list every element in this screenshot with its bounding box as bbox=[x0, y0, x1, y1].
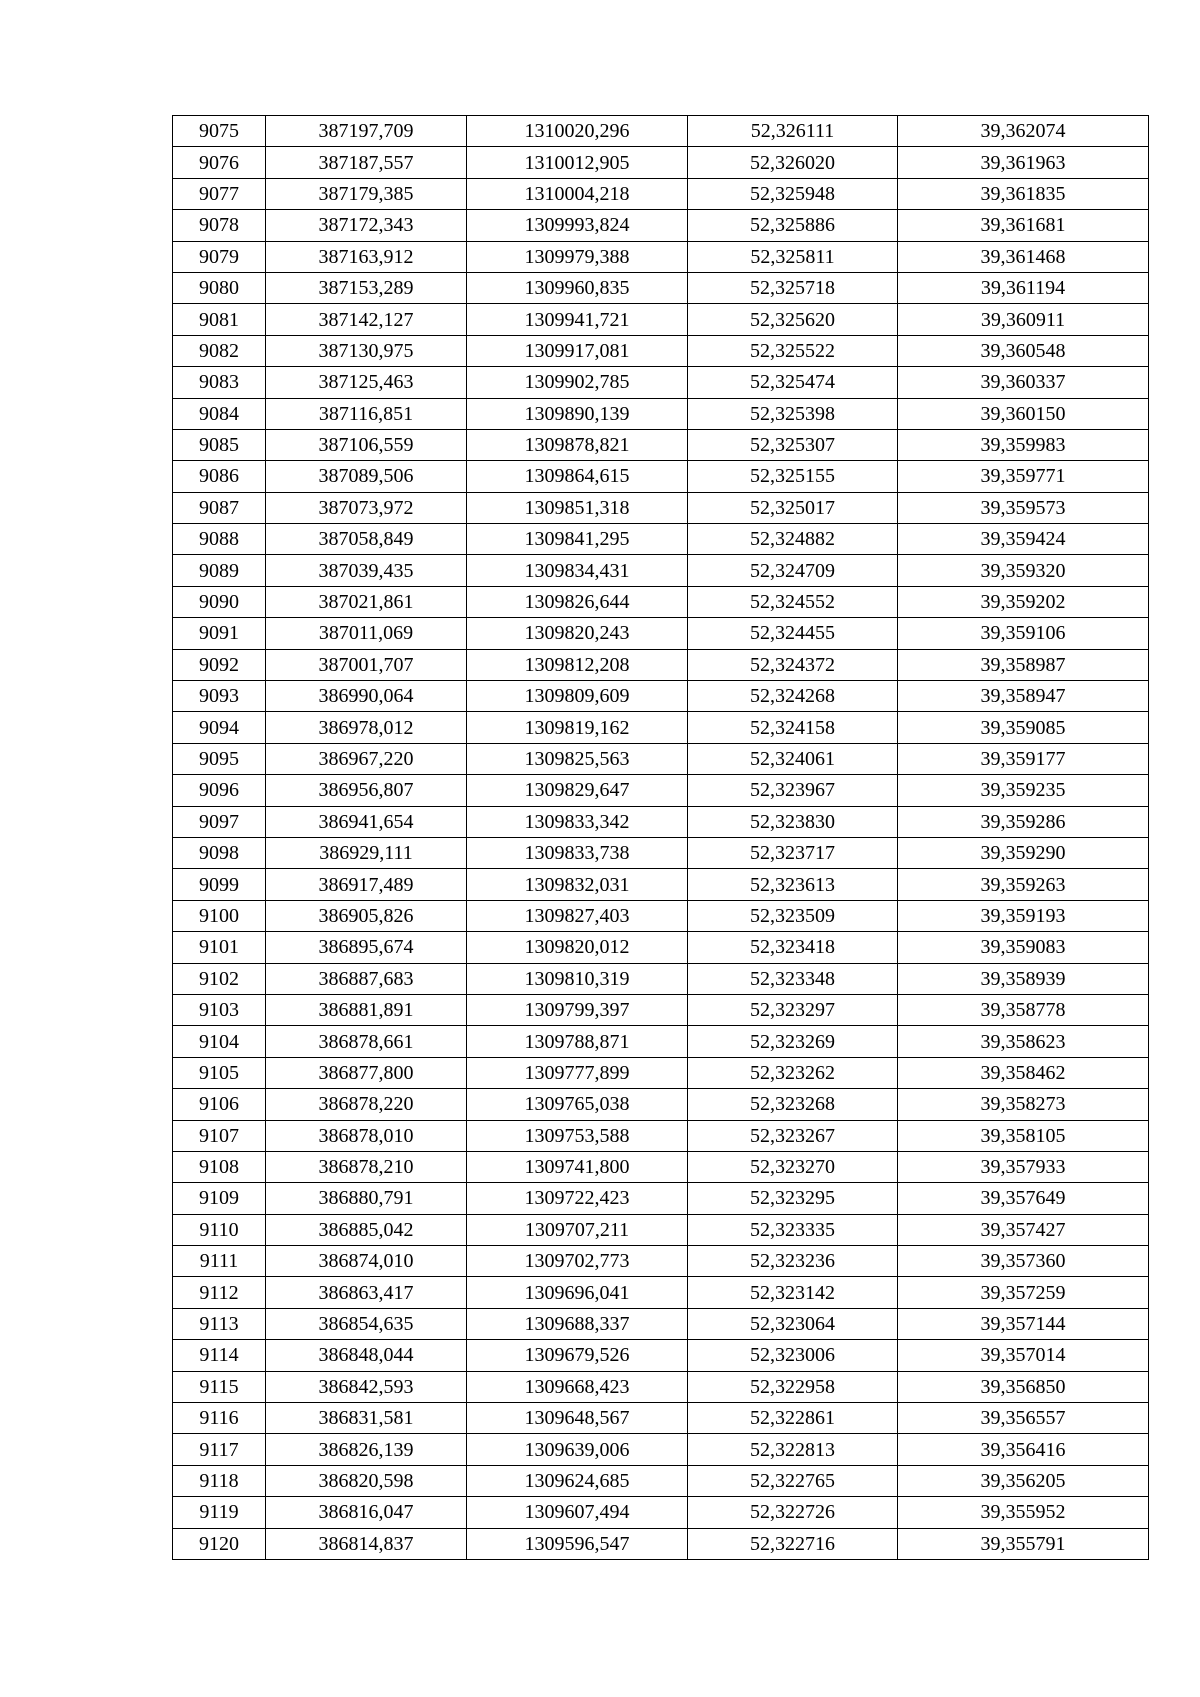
x-coordinate-cell: 386878,010 bbox=[266, 1120, 467, 1151]
longitude-cell: 39,359177 bbox=[898, 743, 1149, 774]
latitude-cell: 52,325017 bbox=[688, 492, 898, 523]
table-row bbox=[173, 932, 1149, 963]
x-coordinate-cell: 386956,807 bbox=[266, 775, 467, 806]
y-coordinate-cell: 1309777,899 bbox=[467, 1057, 688, 1088]
x-coordinate-cell: 387001,707 bbox=[266, 649, 467, 680]
latitude-cell: 52,324268 bbox=[688, 681, 898, 712]
table-row bbox=[173, 178, 1149, 209]
y-coordinate-cell: 1309820,243 bbox=[467, 618, 688, 649]
longitude-cell: 39,359290 bbox=[898, 837, 1149, 868]
x-coordinate-cell: 386878,220 bbox=[266, 1089, 467, 1120]
longitude-cell: 39,359083 bbox=[898, 932, 1149, 963]
y-coordinate-cell: 1309820,012 bbox=[467, 932, 688, 963]
x-coordinate-cell: 386820,598 bbox=[266, 1465, 467, 1496]
latitude-cell: 52,323295 bbox=[688, 1183, 898, 1214]
y-coordinate-cell: 1309722,423 bbox=[467, 1183, 688, 1214]
longitude-cell: 39,357933 bbox=[898, 1151, 1149, 1182]
longitude-cell: 39,359085 bbox=[898, 712, 1149, 743]
y-coordinate-cell: 1309707,211 bbox=[467, 1214, 688, 1245]
point-number-cell: 9083 bbox=[173, 367, 266, 398]
point-number-cell: 9108 bbox=[173, 1151, 266, 1182]
latitude-cell: 52,323297 bbox=[688, 994, 898, 1025]
table-row bbox=[173, 618, 1149, 649]
longitude-cell: 39,359286 bbox=[898, 806, 1149, 837]
y-coordinate-cell: 1309841,295 bbox=[467, 524, 688, 555]
y-coordinate-cell: 1309864,615 bbox=[467, 461, 688, 492]
point-number-cell: 9117 bbox=[173, 1434, 266, 1465]
x-coordinate-cell: 387197,709 bbox=[266, 116, 467, 147]
latitude-cell: 52,322716 bbox=[688, 1528, 898, 1559]
table-row bbox=[173, 1465, 1149, 1496]
latitude-cell: 52,325811 bbox=[688, 241, 898, 272]
table-row bbox=[173, 304, 1149, 335]
y-coordinate-cell: 1309834,431 bbox=[467, 555, 688, 586]
point-number-cell: 9082 bbox=[173, 335, 266, 366]
x-coordinate-cell: 387130,975 bbox=[266, 335, 467, 366]
latitude-cell: 52,324061 bbox=[688, 743, 898, 774]
point-number-cell: 9077 bbox=[173, 178, 266, 209]
y-coordinate-cell: 1309679,526 bbox=[467, 1340, 688, 1371]
point-number-cell: 9088 bbox=[173, 524, 266, 555]
x-coordinate-cell: 386885,042 bbox=[266, 1214, 467, 1245]
longitude-cell: 39,356850 bbox=[898, 1371, 1149, 1402]
longitude-cell: 39,361468 bbox=[898, 241, 1149, 272]
table-row bbox=[173, 1434, 1149, 1465]
latitude-cell: 52,323064 bbox=[688, 1308, 898, 1339]
point-number-cell: 9116 bbox=[173, 1403, 266, 1434]
longitude-cell: 39,358105 bbox=[898, 1120, 1149, 1151]
x-coordinate-cell: 387011,069 bbox=[266, 618, 467, 649]
y-coordinate-cell: 1309979,388 bbox=[467, 241, 688, 272]
y-coordinate-cell: 1309917,081 bbox=[467, 335, 688, 366]
x-coordinate-cell: 386967,220 bbox=[266, 743, 467, 774]
x-coordinate-cell: 387153,289 bbox=[266, 272, 467, 303]
latitude-cell: 52,325474 bbox=[688, 367, 898, 398]
x-coordinate-cell: 386826,139 bbox=[266, 1434, 467, 1465]
x-coordinate-cell: 386905,826 bbox=[266, 900, 467, 931]
x-coordinate-cell: 387172,343 bbox=[266, 210, 467, 241]
longitude-cell: 39,360548 bbox=[898, 335, 1149, 366]
point-number-cell: 9109 bbox=[173, 1183, 266, 1214]
longitude-cell: 39,357360 bbox=[898, 1246, 1149, 1277]
longitude-cell: 39,357144 bbox=[898, 1308, 1149, 1339]
y-coordinate-cell: 1309890,139 bbox=[467, 398, 688, 429]
x-coordinate-cell: 387073,972 bbox=[266, 492, 467, 523]
longitude-cell: 39,358947 bbox=[898, 681, 1149, 712]
longitude-cell: 39,359202 bbox=[898, 586, 1149, 617]
longitude-cell: 39,358778 bbox=[898, 994, 1149, 1025]
x-coordinate-cell: 386842,593 bbox=[266, 1371, 467, 1402]
point-number-cell: 9087 bbox=[173, 492, 266, 523]
y-coordinate-cell: 1309788,871 bbox=[467, 1026, 688, 1057]
x-coordinate-cell: 386895,674 bbox=[266, 932, 467, 963]
point-number-cell: 9102 bbox=[173, 963, 266, 994]
x-coordinate-cell: 387179,385 bbox=[266, 178, 467, 209]
y-coordinate-cell: 1309878,821 bbox=[467, 429, 688, 460]
latitude-cell: 52,323348 bbox=[688, 963, 898, 994]
table-row bbox=[173, 963, 1149, 994]
longitude-cell: 39,359263 bbox=[898, 869, 1149, 900]
latitude-cell: 52,326020 bbox=[688, 147, 898, 178]
table-row bbox=[173, 1151, 1149, 1182]
point-number-cell: 9111 bbox=[173, 1246, 266, 1277]
y-coordinate-cell: 1309668,423 bbox=[467, 1371, 688, 1402]
point-number-cell: 9103 bbox=[173, 994, 266, 1025]
y-coordinate-cell: 1309688,337 bbox=[467, 1308, 688, 1339]
table-row bbox=[173, 743, 1149, 774]
latitude-cell: 52,325522 bbox=[688, 335, 898, 366]
x-coordinate-cell: 386941,654 bbox=[266, 806, 467, 837]
y-coordinate-cell: 1309624,685 bbox=[467, 1465, 688, 1496]
x-coordinate-cell: 387039,435 bbox=[266, 555, 467, 586]
x-coordinate-cell: 387021,861 bbox=[266, 586, 467, 617]
longitude-cell: 39,359106 bbox=[898, 618, 1149, 649]
table-row bbox=[173, 1183, 1149, 1214]
point-number-cell: 9104 bbox=[173, 1026, 266, 1057]
coordinates-table bbox=[172, 115, 1149, 1560]
latitude-cell: 52,324158 bbox=[688, 712, 898, 743]
table-row bbox=[173, 1308, 1149, 1339]
longitude-cell: 39,357014 bbox=[898, 1340, 1149, 1371]
point-number-cell: 9120 bbox=[173, 1528, 266, 1559]
longitude-cell: 39,361681 bbox=[898, 210, 1149, 241]
latitude-cell: 52,325886 bbox=[688, 210, 898, 241]
table-row bbox=[173, 1120, 1149, 1151]
x-coordinate-cell: 386978,012 bbox=[266, 712, 467, 743]
y-coordinate-cell: 1309607,494 bbox=[467, 1497, 688, 1528]
point-number-cell: 9113 bbox=[173, 1308, 266, 1339]
table-row bbox=[173, 712, 1149, 743]
latitude-cell: 52,323269 bbox=[688, 1026, 898, 1057]
longitude-cell: 39,358462 bbox=[898, 1057, 1149, 1088]
table-row bbox=[173, 1214, 1149, 1245]
x-coordinate-cell: 386848,044 bbox=[266, 1340, 467, 1371]
longitude-cell: 39,358273 bbox=[898, 1089, 1149, 1120]
y-coordinate-cell: 1309753,588 bbox=[467, 1120, 688, 1151]
y-coordinate-cell: 1309819,162 bbox=[467, 712, 688, 743]
table-row bbox=[173, 241, 1149, 272]
table-body bbox=[173, 116, 1149, 1560]
latitude-cell: 52,323267 bbox=[688, 1120, 898, 1151]
x-coordinate-cell: 386863,417 bbox=[266, 1277, 467, 1308]
y-coordinate-cell: 1309765,038 bbox=[467, 1089, 688, 1120]
latitude-cell: 52,323967 bbox=[688, 775, 898, 806]
longitude-cell: 39,359983 bbox=[898, 429, 1149, 460]
latitude-cell: 52,325718 bbox=[688, 272, 898, 303]
y-coordinate-cell: 1309851,318 bbox=[467, 492, 688, 523]
x-coordinate-cell: 386887,683 bbox=[266, 963, 467, 994]
latitude-cell: 52,325948 bbox=[688, 178, 898, 209]
y-coordinate-cell: 1309833,342 bbox=[467, 806, 688, 837]
latitude-cell: 52,325620 bbox=[688, 304, 898, 335]
x-coordinate-cell: 387187,557 bbox=[266, 147, 467, 178]
table-row bbox=[173, 1246, 1149, 1277]
point-number-cell: 9092 bbox=[173, 649, 266, 680]
point-number-cell: 9115 bbox=[173, 1371, 266, 1402]
y-coordinate-cell: 1309829,647 bbox=[467, 775, 688, 806]
y-coordinate-cell: 1309648,567 bbox=[467, 1403, 688, 1434]
point-number-cell: 9075 bbox=[173, 116, 266, 147]
table-row bbox=[173, 1403, 1149, 1434]
table-row bbox=[173, 806, 1149, 837]
longitude-cell: 39,361194 bbox=[898, 272, 1149, 303]
longitude-cell: 39,357427 bbox=[898, 1214, 1149, 1245]
longitude-cell: 39,356205 bbox=[898, 1465, 1149, 1496]
table-row bbox=[173, 1277, 1149, 1308]
y-coordinate-cell: 1309809,609 bbox=[467, 681, 688, 712]
table-row bbox=[173, 1340, 1149, 1371]
point-number-cell: 9091 bbox=[173, 618, 266, 649]
latitude-cell: 52,323268 bbox=[688, 1089, 898, 1120]
y-coordinate-cell: 1309826,644 bbox=[467, 586, 688, 617]
longitude-cell: 39,355952 bbox=[898, 1497, 1149, 1528]
y-coordinate-cell: 1309696,041 bbox=[467, 1277, 688, 1308]
longitude-cell: 39,359320 bbox=[898, 555, 1149, 586]
table-row bbox=[173, 210, 1149, 241]
longitude-cell: 39,359193 bbox=[898, 900, 1149, 931]
table-row bbox=[173, 775, 1149, 806]
latitude-cell: 52,322726 bbox=[688, 1497, 898, 1528]
x-coordinate-cell: 386878,210 bbox=[266, 1151, 467, 1182]
table-row bbox=[173, 994, 1149, 1025]
x-coordinate-cell: 386874,010 bbox=[266, 1246, 467, 1277]
table-row bbox=[173, 429, 1149, 460]
x-coordinate-cell: 386831,581 bbox=[266, 1403, 467, 1434]
latitude-cell: 52,323418 bbox=[688, 932, 898, 963]
longitude-cell: 39,358939 bbox=[898, 963, 1149, 994]
table-row bbox=[173, 367, 1149, 398]
table-row bbox=[173, 1528, 1149, 1559]
longitude-cell: 39,356416 bbox=[898, 1434, 1149, 1465]
latitude-cell: 52,323830 bbox=[688, 806, 898, 837]
x-coordinate-cell: 387106,559 bbox=[266, 429, 467, 460]
x-coordinate-cell: 387116,851 bbox=[266, 398, 467, 429]
y-coordinate-cell: 1309639,006 bbox=[467, 1434, 688, 1465]
point-number-cell: 9112 bbox=[173, 1277, 266, 1308]
y-coordinate-cell: 1309799,397 bbox=[467, 994, 688, 1025]
point-number-cell: 9110 bbox=[173, 1214, 266, 1245]
y-coordinate-cell: 1309702,773 bbox=[467, 1246, 688, 1277]
point-number-cell: 9095 bbox=[173, 743, 266, 774]
point-number-cell: 9076 bbox=[173, 147, 266, 178]
x-coordinate-cell: 387058,849 bbox=[266, 524, 467, 555]
latitude-cell: 52,325307 bbox=[688, 429, 898, 460]
y-coordinate-cell: 1309812,208 bbox=[467, 649, 688, 680]
table-row bbox=[173, 869, 1149, 900]
point-number-cell: 9119 bbox=[173, 1497, 266, 1528]
longitude-cell: 39,357649 bbox=[898, 1183, 1149, 1214]
point-number-cell: 9106 bbox=[173, 1089, 266, 1120]
point-number-cell: 9107 bbox=[173, 1120, 266, 1151]
point-number-cell: 9105 bbox=[173, 1057, 266, 1088]
table-row bbox=[173, 461, 1149, 492]
point-number-cell: 9099 bbox=[173, 869, 266, 900]
y-coordinate-cell: 1309993,824 bbox=[467, 210, 688, 241]
x-coordinate-cell: 386917,489 bbox=[266, 869, 467, 900]
y-coordinate-cell: 1309741,800 bbox=[467, 1151, 688, 1182]
longitude-cell: 39,359424 bbox=[898, 524, 1149, 555]
table-row bbox=[173, 492, 1149, 523]
latitude-cell: 52,323006 bbox=[688, 1340, 898, 1371]
point-number-cell: 9101 bbox=[173, 932, 266, 963]
point-number-cell: 9078 bbox=[173, 210, 266, 241]
y-coordinate-cell: 1309902,785 bbox=[467, 367, 688, 398]
point-number-cell: 9085 bbox=[173, 429, 266, 460]
latitude-cell: 52,324455 bbox=[688, 618, 898, 649]
table-row bbox=[173, 1497, 1149, 1528]
longitude-cell: 39,360150 bbox=[898, 398, 1149, 429]
latitude-cell: 52,323335 bbox=[688, 1214, 898, 1245]
table-row bbox=[173, 398, 1149, 429]
y-coordinate-cell: 1309833,738 bbox=[467, 837, 688, 868]
latitude-cell: 52,323717 bbox=[688, 837, 898, 868]
x-coordinate-cell: 386816,047 bbox=[266, 1497, 467, 1528]
x-coordinate-cell: 387125,463 bbox=[266, 367, 467, 398]
longitude-cell: 39,355791 bbox=[898, 1528, 1149, 1559]
x-coordinate-cell: 386929,111 bbox=[266, 837, 467, 868]
latitude-cell: 52,323270 bbox=[688, 1151, 898, 1182]
point-number-cell: 9090 bbox=[173, 586, 266, 617]
table-row bbox=[173, 1371, 1149, 1402]
longitude-cell: 39,359235 bbox=[898, 775, 1149, 806]
latitude-cell: 52,322813 bbox=[688, 1434, 898, 1465]
point-number-cell: 9081 bbox=[173, 304, 266, 335]
latitude-cell: 52,322861 bbox=[688, 1403, 898, 1434]
y-coordinate-cell: 1309596,547 bbox=[467, 1528, 688, 1559]
point-number-cell: 9093 bbox=[173, 681, 266, 712]
point-number-cell: 9114 bbox=[173, 1340, 266, 1371]
point-number-cell: 9086 bbox=[173, 461, 266, 492]
latitude-cell: 52,325155 bbox=[688, 461, 898, 492]
table-row bbox=[173, 335, 1149, 366]
y-coordinate-cell: 1309941,721 bbox=[467, 304, 688, 335]
longitude-cell: 39,357259 bbox=[898, 1277, 1149, 1308]
point-number-cell: 9096 bbox=[173, 775, 266, 806]
x-coordinate-cell: 387089,506 bbox=[266, 461, 467, 492]
latitude-cell: 52,323509 bbox=[688, 900, 898, 931]
table-row bbox=[173, 272, 1149, 303]
table-row bbox=[173, 681, 1149, 712]
y-coordinate-cell: 1309832,031 bbox=[467, 869, 688, 900]
point-number-cell: 9089 bbox=[173, 555, 266, 586]
x-coordinate-cell: 387163,912 bbox=[266, 241, 467, 272]
y-coordinate-cell: 1310004,218 bbox=[467, 178, 688, 209]
y-coordinate-cell: 1309825,563 bbox=[467, 743, 688, 774]
longitude-cell: 39,360911 bbox=[898, 304, 1149, 335]
latitude-cell: 52,323142 bbox=[688, 1277, 898, 1308]
x-coordinate-cell: 387142,127 bbox=[266, 304, 467, 335]
y-coordinate-cell: 1309960,835 bbox=[467, 272, 688, 303]
latitude-cell: 52,323613 bbox=[688, 869, 898, 900]
point-number-cell: 9094 bbox=[173, 712, 266, 743]
table-row bbox=[173, 524, 1149, 555]
x-coordinate-cell: 386881,891 bbox=[266, 994, 467, 1025]
table-row bbox=[173, 1057, 1149, 1088]
table-row bbox=[173, 555, 1149, 586]
point-number-cell: 9118 bbox=[173, 1465, 266, 1496]
latitude-cell: 52,323262 bbox=[688, 1057, 898, 1088]
point-number-cell: 9100 bbox=[173, 900, 266, 931]
longitude-cell: 39,361963 bbox=[898, 147, 1149, 178]
latitude-cell: 52,323236 bbox=[688, 1246, 898, 1277]
table-row bbox=[173, 586, 1149, 617]
x-coordinate-cell: 386854,635 bbox=[266, 1308, 467, 1339]
x-coordinate-cell: 386880,791 bbox=[266, 1183, 467, 1214]
longitude-cell: 39,358987 bbox=[898, 649, 1149, 680]
y-coordinate-cell: 1309827,403 bbox=[467, 900, 688, 931]
latitude-cell: 52,326111 bbox=[688, 116, 898, 147]
longitude-cell: 39,361835 bbox=[898, 178, 1149, 209]
longitude-cell: 39,359771 bbox=[898, 461, 1149, 492]
table-row bbox=[173, 837, 1149, 868]
table-row bbox=[173, 1089, 1149, 1120]
table-row bbox=[173, 649, 1149, 680]
point-number-cell: 9097 bbox=[173, 806, 266, 837]
x-coordinate-cell: 386877,800 bbox=[266, 1057, 467, 1088]
point-number-cell: 9084 bbox=[173, 398, 266, 429]
longitude-cell: 39,359573 bbox=[898, 492, 1149, 523]
table-row bbox=[173, 116, 1149, 147]
longitude-cell: 39,360337 bbox=[898, 367, 1149, 398]
latitude-cell: 52,324709 bbox=[688, 555, 898, 586]
table-row bbox=[173, 1026, 1149, 1057]
y-coordinate-cell: 1310012,905 bbox=[467, 147, 688, 178]
longitude-cell: 39,356557 bbox=[898, 1403, 1149, 1434]
latitude-cell: 52,324372 bbox=[688, 649, 898, 680]
table-row bbox=[173, 147, 1149, 178]
longitude-cell: 39,362074 bbox=[898, 116, 1149, 147]
y-coordinate-cell: 1309810,319 bbox=[467, 963, 688, 994]
longitude-cell: 39,358623 bbox=[898, 1026, 1149, 1057]
latitude-cell: 52,324882 bbox=[688, 524, 898, 555]
latitude-cell: 52,322958 bbox=[688, 1371, 898, 1402]
x-coordinate-cell: 386990,064 bbox=[266, 681, 467, 712]
latitude-cell: 52,325398 bbox=[688, 398, 898, 429]
table-row bbox=[173, 900, 1149, 931]
latitude-cell: 52,324552 bbox=[688, 586, 898, 617]
x-coordinate-cell: 386814,837 bbox=[266, 1528, 467, 1559]
point-number-cell: 9098 bbox=[173, 837, 266, 868]
point-number-cell: 9080 bbox=[173, 272, 266, 303]
y-coordinate-cell: 1310020,296 bbox=[467, 116, 688, 147]
x-coordinate-cell: 386878,661 bbox=[266, 1026, 467, 1057]
point-number-cell: 9079 bbox=[173, 241, 266, 272]
latitude-cell: 52,322765 bbox=[688, 1465, 898, 1496]
